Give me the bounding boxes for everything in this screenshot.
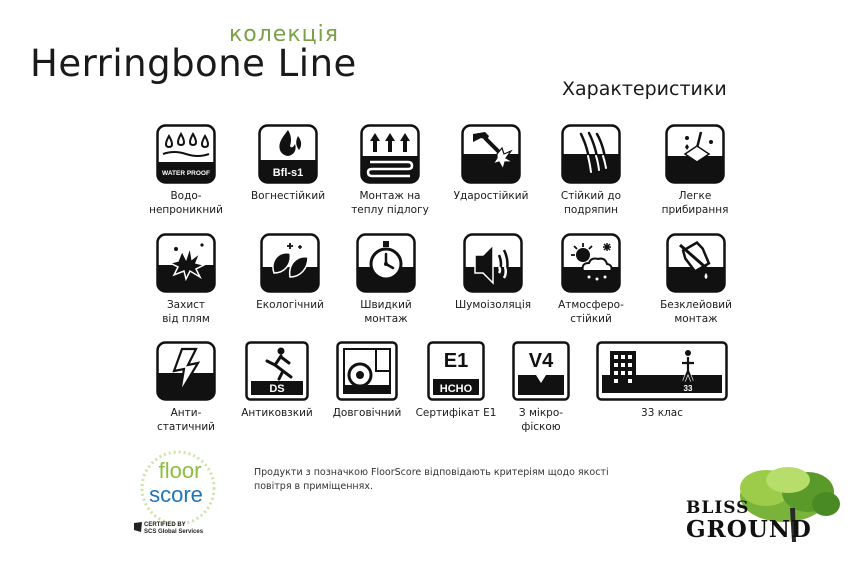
feature-label: Екологічний — [256, 299, 324, 311]
feature-eco — [250, 233, 330, 312]
brand-name-top: BLISS — [686, 498, 750, 518]
floorscore-note: Продукти з позначкою FloorScore відповідають критеріям щодо якості повітря в приміщеннях. — [254, 467, 609, 492]
feature-class33 — [596, 341, 728, 420]
feature-label: Водо- непроникний — [149, 190, 223, 216]
e1-hcho-icon — [427, 341, 485, 401]
feature-scratch — [551, 124, 631, 217]
scratch-icon — [561, 124, 621, 184]
usage-class-icon — [596, 341, 728, 401]
feature-label: Легке прибирання — [661, 190, 729, 216]
lightning-icon — [156, 341, 216, 401]
feature-glueless — [655, 233, 737, 326]
feature-stain — [147, 233, 225, 326]
feature-label: Атмосферо- стійкий — [558, 299, 624, 325]
svg-text:E1: E1 — [443, 350, 469, 372]
feature-label: Вогнестійкий — [250, 190, 326, 202]
certified-by-text: CERTIFIED BY — [144, 522, 186, 528]
feature-fast — [346, 233, 426, 326]
section-title: Характеристики — [562, 78, 727, 100]
feature-fire — [245, 124, 331, 203]
stain-splash-icon — [156, 233, 216, 293]
flame-icon — [258, 124, 318, 184]
feature-label: Анти- статичний — [157, 407, 215, 433]
page-title: Herringbone Line — [30, 42, 357, 85]
brand-name-bottom: GROUND — [686, 516, 812, 543]
feature-label: Стійкий до подряпин — [560, 190, 622, 216]
feature-label: Сертифікат E1 — [415, 407, 497, 419]
feature-impact — [451, 124, 531, 203]
waterproof-icon — [156, 124, 216, 184]
collection-label: колекція — [229, 22, 339, 47]
leaf-icon — [260, 233, 320, 293]
feature-label: Антиковзкий — [241, 407, 313, 419]
feature-label: Шумоізоляція — [454, 299, 532, 311]
speaker-icon — [463, 233, 523, 293]
feature-waterproof — [147, 124, 225, 217]
feature-label: Захист від плям — [162, 299, 210, 325]
feature-label: 33 клас — [641, 407, 683, 419]
underfloor-heating-icon — [360, 124, 420, 184]
feature-antistatic — [147, 341, 225, 434]
feature-antislip — [237, 341, 317, 420]
svg-text:33: 33 — [683, 384, 693, 393]
feature-label: Ударостійкий — [453, 190, 529, 202]
scs-logo-icon — [133, 521, 143, 533]
feature-label: Монтаж на теплу підлогу — [351, 190, 429, 216]
durability-icon — [336, 341, 398, 401]
svg-text:HCHO: HCHO — [439, 383, 473, 395]
svg-text:floor: floor — [158, 458, 202, 483]
cleaning-icon — [665, 124, 725, 184]
feature-label: З мікро- фіскою — [518, 407, 564, 433]
feature-label: Безклейовий монтаж — [660, 299, 732, 325]
feature-microbevel — [501, 341, 581, 434]
svg-text:V4: V4 — [528, 350, 554, 372]
feature-heating — [348, 124, 432, 217]
svg-text:score: score — [149, 482, 203, 507]
stopwatch-icon — [356, 233, 416, 293]
feature-label: Швидкий монтаж — [360, 299, 412, 325]
feature-durable — [327, 341, 407, 420]
slipping-person-icon — [245, 341, 309, 401]
no-glue-icon — [666, 233, 726, 293]
bevel-v4-icon — [512, 341, 570, 401]
weather-icon — [561, 233, 621, 293]
certifier-name: SCS Global Services — [144, 529, 204, 535]
feature-label: Довговічний — [332, 407, 402, 419]
svg-text:DS: DS — [269, 383, 285, 395]
svg-text:WATER PROOF: WATER PROOF — [162, 170, 210, 177]
certifier-block — [144, 522, 203, 536]
feature-clean — [655, 124, 735, 217]
feature-weather — [551, 233, 631, 326]
feature-sound — [450, 233, 536, 312]
feature-e1 — [413, 341, 499, 420]
svg-text:Bfl-s1: Bfl-s1 — [272, 167, 304, 179]
hammer-impact-icon — [461, 124, 521, 184]
